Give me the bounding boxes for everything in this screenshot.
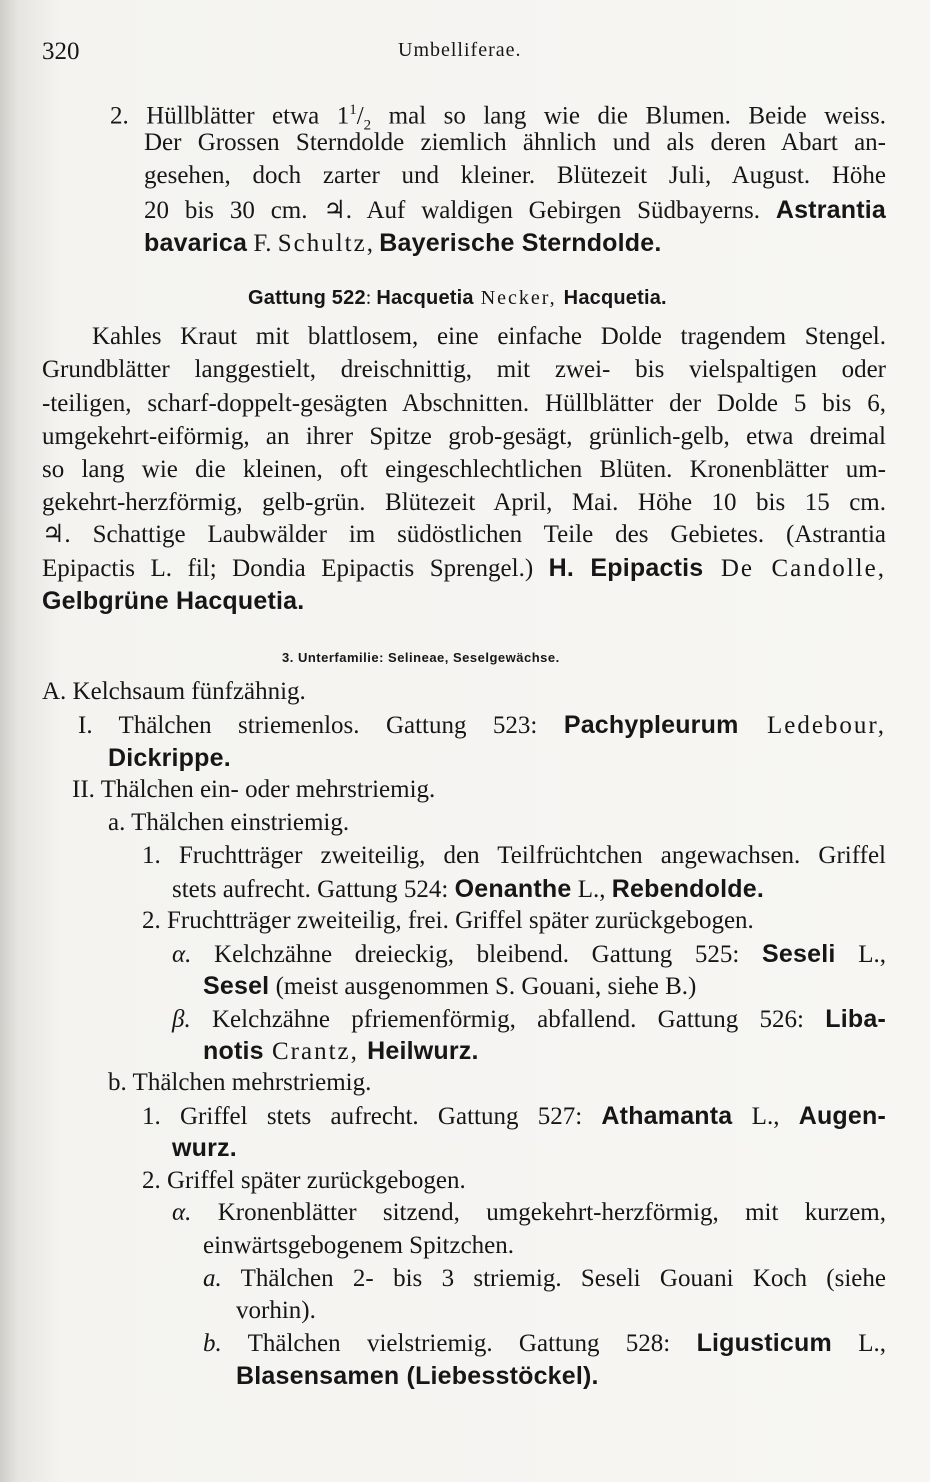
key-item: a. Thälchen einstriemig. <box>108 809 350 836</box>
common-name: Sesel <box>203 972 270 1000</box>
key-item: vorhin). <box>236 1297 316 1324</box>
key-item: 2. Fruchtträger zweiteilig, frei. Griffel später zurückgebogen. <box>142 907 754 934</box>
genus-heading: Gattung 522: Hacquetia Necker, Hacquetia. <box>248 287 667 309</box>
key-item: α. Kelchzähne dreieckig, bleibend. Gattung 525: Seseli L., <box>172 940 886 968</box>
key-item: b. Thälchen mehrstriemig. <box>108 1069 372 1096</box>
genus-name: Oenanthe <box>454 875 572 903</box>
key-item: β. Kelchzähne pfriemenförmig, abfallend. Gattung 526: Liba- <box>172 1005 886 1033</box>
key-item: A. Kelchsaum fünfzähnig. <box>42 678 306 705</box>
common-name: Blasensamen (Liebesstöckel). <box>236 1362 599 1390</box>
text-line: umgekehrt-eiförmig, an ihrer Spitze grob-gesägt, grünlich-gelb, etwa dreimal <box>42 423 886 450</box>
page-number: 320 <box>42 38 80 65</box>
common-name: Heilwurz. <box>367 1037 479 1065</box>
text-line: -teiligen, scharf-doppelt-gesägten Abschnitten. Hüllblätter der Dolde 5 bis 6, <box>42 390 886 417</box>
species-name: bavarica <box>144 229 248 257</box>
text-line: gesehen, doch zarter und kleiner. Blütezeit Juli, August. Höhe <box>144 162 886 189</box>
text-line: Epipactis L. fil; Dondia Epipactis Sprengel.) H. Epipactis De Candolle, <box>42 554 886 582</box>
key-item: 2. Griffel später zurückgebogen. <box>142 1167 466 1194</box>
genus-name: notis <box>203 1037 264 1065</box>
genus-name: Seseli <box>762 940 836 968</box>
species-name: H. Epipactis <box>548 554 704 582</box>
common-name: Bayerische Sterndolde. <box>379 229 662 257</box>
common-name: Augen- <box>798 1102 886 1130</box>
key-item <box>203 1036 479 1067</box>
text-line: Kahles Kraut mit blattlosem, eine einfache Dolde tragendem Stengel. <box>92 323 886 350</box>
common-name: Gelbgrüne Hacquetia. <box>42 587 305 615</box>
key-item: Sesel (meist ausgenommen S. Gouani, siehe B.) <box>203 972 697 1000</box>
key-item: 1. Fruchtträger zweiteilig, den Teilfrüchtchen angewachsen. Griffel <box>142 842 886 869</box>
author-name: Ledebour, <box>738 712 886 739</box>
genus-name: Athamanta <box>601 1102 733 1130</box>
key-item: 1. Griffel stets aufrecht. Gattung 527: Athamanta L., Augen- <box>142 1102 886 1130</box>
genus-name: Liba- <box>825 1005 886 1033</box>
text-line: 20 bis 30 cm. ♃. Auf waldigen Gebirgen Südbayerns. Astrantia <box>144 196 886 224</box>
text-line: Der Grossen Sterndolde ziemlich ähnlich und als deren Abart an- <box>144 129 886 156</box>
genus-name: Ligusticum <box>696 1329 832 1357</box>
common-name: Dickrippe. <box>108 744 231 772</box>
common-name: Rebendolde. <box>611 875 764 903</box>
text-line: ♃. Schattige Laubwälder im südöstlichen Teile des Gebietes. (Astrantia <box>42 521 886 548</box>
text-line: gekehrt-herzförmig, gelb-grün. Blütezeit April, Mai. Höhe 10 bis 15 cm. <box>42 489 886 516</box>
key-item: II. Thälchen ein- oder mehrstriemig. <box>72 776 436 803</box>
running-title: Umbelliferae. <box>398 39 522 61</box>
text-line: bavarica F. Schultz, Bayerische Sterndolde. <box>144 229 662 257</box>
key-item: I. Thälchen striemenlos. Gattung 523: Pachypleurum Ledebour, <box>78 711 886 739</box>
genus-name: Pachypleurum <box>563 711 739 739</box>
text-line: so lang wie die kleinen, oft eingeschlechtlichen Blüten. Kronenblätter um- <box>42 456 886 483</box>
key-item: einwärtsgebogenem Spitzchen. <box>203 1232 515 1259</box>
key-item: b. Thälchen vielstriemig. Gattung 528: Ligusticum L., <box>203 1329 886 1357</box>
text-line: 2. Hüllblätter etwa $1^1/_2$ mal so lang wie die Blumen. Beide weiss. <box>110 102 886 134</box>
author-name: Crantz, <box>263 1038 368 1065</box>
key-item: stets aufrecht. Gattung 524: Oenanthe L., Rebendolde. <box>172 875 764 903</box>
common-name: wurz. <box>172 1134 237 1162</box>
genus-name: Astrantia <box>775 196 886 224</box>
subfamily-heading: 3. Unterfamilie: Selineae, Seselgewächse. <box>282 650 560 665</box>
author-name: De Candolle, <box>703 555 886 582</box>
key-item: α. Kronenblätter sitzend, umgekehrt-herzförmig, mit kurzem, <box>172 1199 886 1226</box>
key-item: a. Thälchen 2- bis 3 striemig. Seseli Gouani Koch (siehe <box>203 1265 886 1292</box>
text-line: Grundblätter langgestielt, dreischnittig, mit zwei- bis vielspaltigen oder <box>42 356 886 383</box>
author-name: Schultz <box>277 230 367 257</box>
